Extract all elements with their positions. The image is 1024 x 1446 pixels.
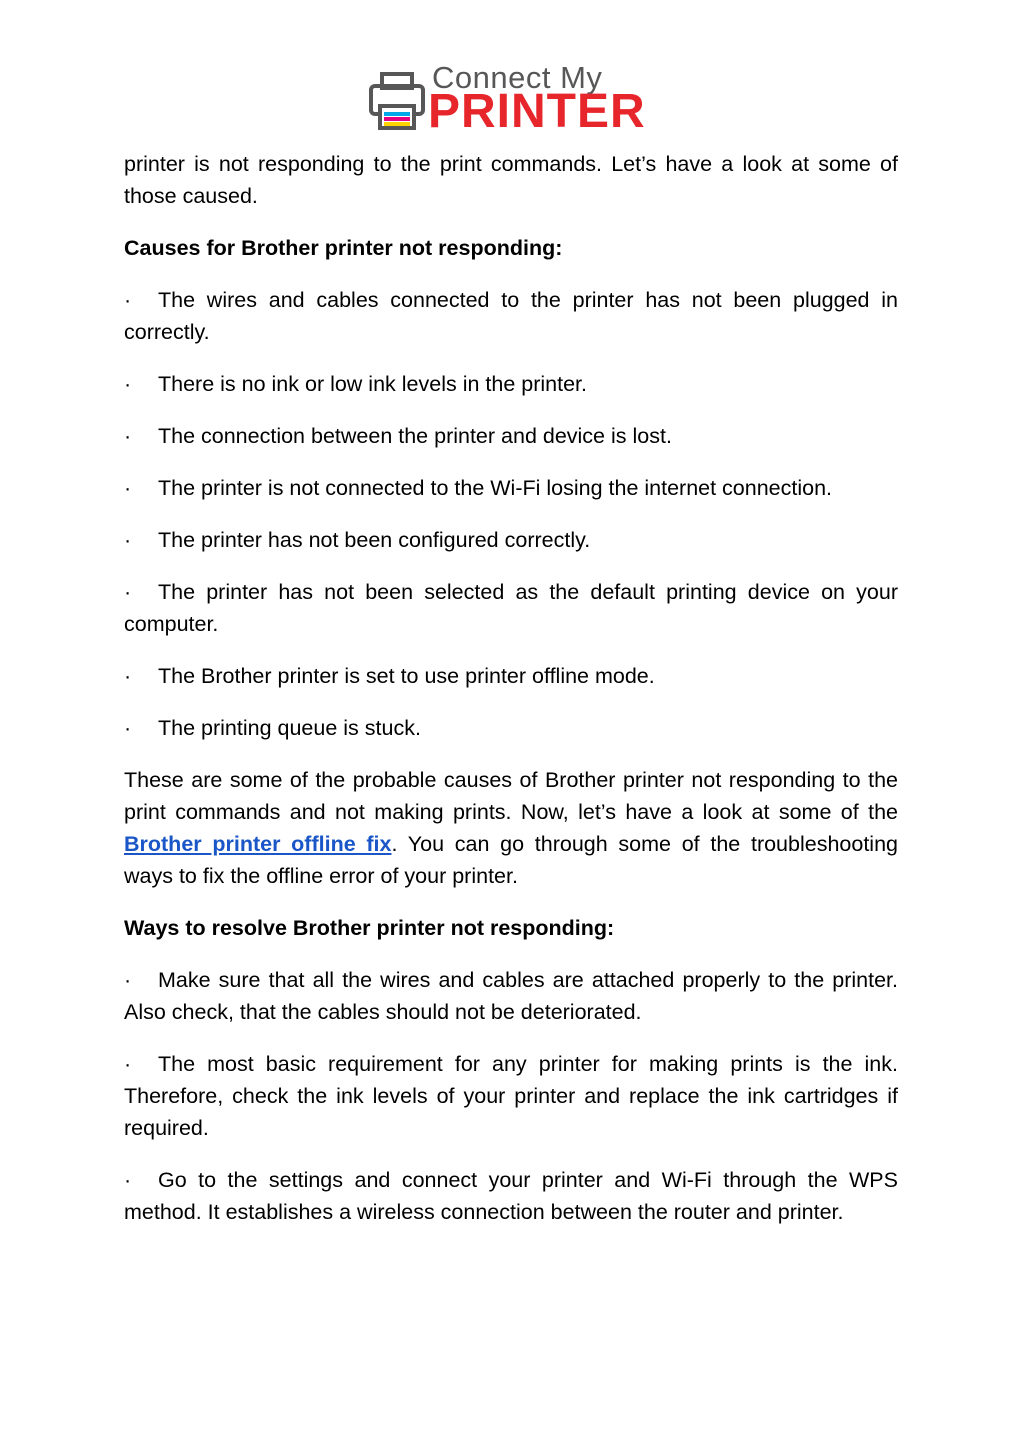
- cause-item: [124, 420, 898, 452]
- cause-item: [124, 576, 898, 640]
- causes-heading: Causes for Brother printer not responding:: [124, 236, 563, 260]
- ways-heading: Ways to resolve Brother printer not responding:: [124, 916, 615, 940]
- cause-item-text: The printing queue is stuck.: [158, 716, 421, 740]
- bullet-dot: ·: [124, 580, 132, 604]
- cause-item: [124, 284, 898, 348]
- way-item: [124, 964, 898, 1028]
- logo-wordmark-connect-my: Connect My: [432, 60, 603, 95]
- logo-wordmark-printer: PRINTER: [428, 85, 646, 138]
- way-item: [124, 1164, 898, 1228]
- bullet-dot: ·: [124, 528, 132, 552]
- bullet-dot: ·: [124, 716, 132, 740]
- document-body: [124, 148, 898, 1248]
- bullet-dot: ·: [124, 288, 132, 312]
- way-item-text: The most basic requirement for any printer for making prints is the ink. Therefore, check the ink levels of your printer and replace the ink cartridges if required.: [124, 1052, 898, 1140]
- cause-item-text: The printer has not been selected as the default printing device on your computer.: [124, 580, 898, 636]
- cause-item-text: The connection between the printer and device is lost.: [158, 424, 672, 448]
- intro-paragraph: printer is not responding to the print commands. Let’s have a look at some of those caused.: [124, 152, 898, 208]
- printer-icon: [368, 70, 426, 132]
- brother-offline-fix-link[interactable]: Brother printer offline fix: [124, 832, 392, 856]
- cause-item-text: The printer has not been configured correctly.: [158, 528, 591, 552]
- cause-item: [124, 660, 898, 692]
- way-item: [124, 1048, 898, 1144]
- cause-item-text: The wires and cables connected to the printer has not been plugged in correctly.: [124, 288, 898, 344]
- cause-item: [124, 712, 898, 744]
- cause-item-text: The printer is not connected to the Wi-Fi losing the internet connection.: [158, 476, 833, 500]
- bullet-dot: ·: [124, 664, 132, 688]
- brand-logo: [368, 60, 658, 140]
- cause-item: [124, 368, 898, 400]
- cause-item: [124, 524, 898, 556]
- bullet-dot: ·: [124, 476, 132, 500]
- summary-paragraph: [124, 764, 898, 892]
- cause-item-text: There is no ink or low ink levels in the printer.: [158, 372, 588, 396]
- summary-text-after-link: . You can go through some of the troubleshooting ways to fix the offline error of your printer.: [124, 832, 898, 888]
- way-item-text: Go to the settings and connect your printer and Wi-Fi through the WPS method. It establishes a wireless connection between the router and printer.: [124, 1168, 898, 1224]
- bullet-dot: ·: [124, 372, 132, 396]
- way-item-text: Make sure that all the wires and cables are attached properly to the printer. Also check, that the cables should not be deteriorated.: [124, 968, 898, 1024]
- bullet-dot: ·: [124, 1168, 132, 1192]
- summary-text-before-link: These are some of the probable causes of Brother printer not responding to the print commands and not making prints. Now, let’s have a look at some of the: [124, 768, 898, 824]
- cause-item: [124, 472, 898, 504]
- cause-item-text: The Brother printer is set to use printer offline mode.: [158, 664, 655, 688]
- bullet-dot: ·: [124, 1052, 132, 1076]
- bullet-dot: ·: [124, 424, 132, 448]
- bullet-dot: ·: [124, 968, 132, 992]
